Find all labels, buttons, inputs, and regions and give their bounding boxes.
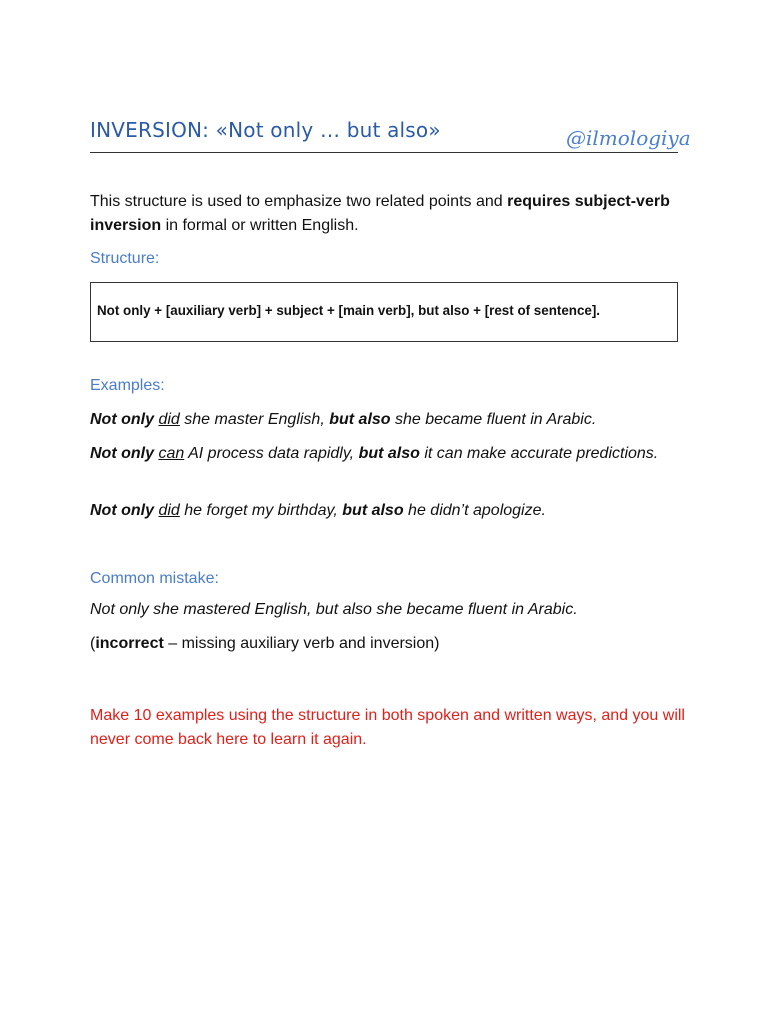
common-mistake-label: Common mistake:: [90, 570, 219, 587]
example-2: [90, 442, 690, 466]
example-but-also: but also: [342, 502, 404, 519]
structure-box: [90, 282, 678, 342]
example-not-only: Not only: [90, 411, 154, 428]
intro-bold: requires subject-verb inversion: [90, 193, 670, 234]
example-middle: AI process data rapidly,: [184, 445, 359, 462]
example-aux-verb: did: [158, 411, 180, 428]
example-not-only: Not only: [90, 445, 154, 462]
intro-text-after: in formal or written English.: [161, 217, 359, 234]
example-3: [90, 499, 690, 523]
title-divider: [90, 152, 678, 153]
task-instruction: Make 10 examples using the structure in both spoken and written ways, and you will never come back here to learn it again.: [90, 707, 685, 748]
example-but-also: but also: [358, 445, 420, 462]
example-aux-verb: did: [158, 502, 180, 519]
page-title: INVERSION: «Not only … but also»: [90, 118, 441, 142]
note-rest: – missing auxiliary verb and inversion): [163, 635, 440, 652]
note-open: (: [90, 635, 96, 652]
example-but-also: but also: [329, 411, 391, 428]
structure-formula: Not only + [auxiliary verb] + subject + [main verb], but also + [rest of sentence].: [97, 303, 601, 318]
intro-text-before: This structure is used to emphasize two related points and: [90, 193, 508, 210]
example-middle: he forget my birthday,: [179, 502, 343, 519]
intro-paragraph: [90, 190, 690, 238]
example-middle: she master English,: [179, 411, 330, 428]
examples-label: Examples:: [90, 377, 165, 394]
example-end: she became fluent in Arabic.: [390, 411, 597, 428]
note-incorrect: incorrect: [95, 635, 164, 652]
mistake-note: [90, 635, 439, 653]
example-end: it can make accurate predictions.: [419, 445, 659, 462]
author-handle: @ilmologiya: [566, 126, 691, 150]
structure-label: Structure:: [90, 250, 160, 267]
mistake-sentence: Not only she mastered English, but also she became fluent in Arabic.: [90, 601, 578, 618]
example-not-only: Not only: [90, 502, 154, 519]
example-1: [90, 408, 690, 432]
example-end: he didn’t apologize.: [403, 502, 546, 519]
example-aux-verb: can: [158, 445, 185, 462]
